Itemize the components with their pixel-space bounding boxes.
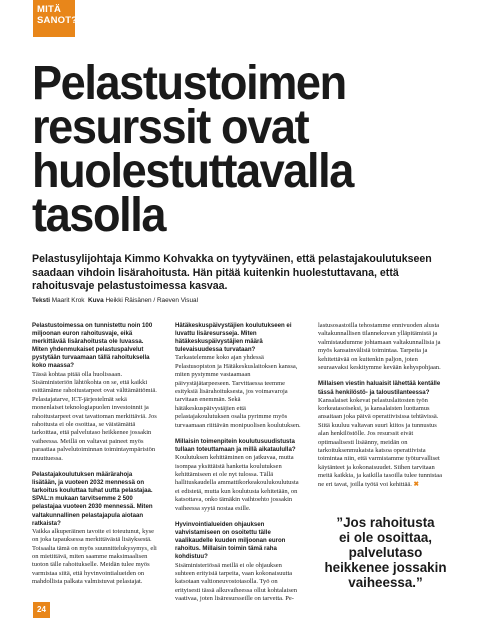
question: Hyvinvointialueiden ohjauksen vahvistamiseen on osoitettu tälle vaalikaudelle kuuden miljoonan euron rahoitus. Millaisin toimin tämä raha kohdistuu? <box>175 521 286 561</box>
credit-text-name: Maarit Krok <box>51 297 85 304</box>
end-mark-icon: ✖ <box>413 480 419 488</box>
answer: Tässä kohtaa pitää olla huolissaan. Sisäministeriön lähtökohta on se, että kaikki esittämäme rahoitustarpeet ovat välttämättömiä. Pelastajatarve, ICT-järjestelmät sekä monenlaiset teknologiapuolen investoinnit ja rahoitustarpeet ovat tavattoman merkittäviä. Jos rahoitusta ei ole osoittaa, se väistämättä tarkoittaa, että palvelutaso heikkenee jossakin vaiheessa. Meillä on valtavat paineet myös paraatiaa palvelutoiminnan toimintaympäristön muuttuessa. <box>32 370 157 462</box>
article-column-2 <box>175 322 301 612</box>
section-tag-line2: SANOT? <box>37 15 78 26</box>
headline-line: resurssit ovat <box>32 101 309 154</box>
article-column-1 <box>32 322 158 595</box>
answer: Vaikka alkuperäinen tavoite ei toteutunut, kyse on joka tapauksessa merkittävästä lisäyksestä. Toisaalta tämä on myös suunnittelukysymys, eli on mietittävä, miten saamme maksimaalisen tuoton tälle rahoitukselle. Meidän tulee myös varmistaa siitä, että hyvinvointialueiden on mahdollista palkata valmistuvat pelastajat. <box>32 527 157 586</box>
question: Pelastajakoulutuksen määrärahoja lisätään, ja vuoteen 2032 mennessä on tarkoitus kouluttaa tuhat uutta pelastajaa. SPAL:n mukaan tarvitsemme 2 500 pelastajaa vuoteen 2030 mennessä. Miten valtakunnallinen pelastajapula aiotaan ratkaista? <box>32 471 153 527</box>
headline-line: tasolla <box>32 189 166 242</box>
section-tag-line1: MITÄ <box>37 4 62 15</box>
headline <box>32 57 427 242</box>
credit-text-label: Teksti <box>32 297 50 304</box>
page-number: 24 <box>33 602 50 618</box>
pull-quote-line: heikkenee jossakin <box>324 560 447 575</box>
pull-quote <box>318 515 453 590</box>
lead-paragraph: Pelastusylijohtaja Kimmo Kohvakka on tyytyväinen, että pelastajakoulutukseen saadaan vihdoin lisärahoitusta. Hän pitää kuitenkin huolestuttavana, että rahoitusvaje pelastustoimessa kasvaa. <box>32 253 432 292</box>
question: Pelastustoimessa on tunnistettu noin 100 miljoonan euron rahoitusvaje, eikä merkittävää lisärahoitusta ole luvassa. Miten yhdenmukaiset pelastuspalvelut pystytään turvaamaan tällä rahoituksella koko maassa? <box>32 322 153 370</box>
credits <box>32 297 452 304</box>
answer <box>318 397 444 489</box>
section-tag <box>33 0 78 37</box>
headline-line: Pelastustoimen <box>32 57 346 110</box>
headline-line: huolestuttavalla <box>32 145 353 198</box>
credit-photo-label: Kuva <box>88 297 104 304</box>
article-column-3 <box>318 322 444 497</box>
pull-quote-line: vaiheessa.” <box>348 575 423 590</box>
pull-quote-line: ei ole osoittaa, <box>338 530 432 545</box>
pull-quote-line: palvelutaso <box>348 545 423 560</box>
question: Millaisen viestin haluaisit lähettää kentälle tässä henkilöstö- ja taloustilanteessa? <box>318 380 441 396</box>
credit-photo-name: Heikki Räisänen / Raeven Visual <box>105 297 199 304</box>
question: Hätäkeskuspäivystäjien koulutukseen ei luvattu lisäresursseja. Miten hätäkeskuspäivystäjien määrä tulevaisuudessa turvataan? <box>175 322 292 354</box>
answer: lastusosastoilla tehostamme ennivuoden alusta valtakunnallisen tilannekuvan ylläpitämistä ja valmistaudumme johtamaan valtakunnallisia ja myös kansainvälisiä toimintaa. Tarpeita ja kehitettävää on kuitenkin paljon, joten seuraavaksi keskitymme kevään kehyspohjaan. <box>318 322 441 372</box>
answer-text: Kansalaiset kokevat pelastuslaitosten työn korkeatasoiseksi, ja kansalaisten luottamus ansaitaan joka päivä operatiivisissa tehtävissä. Siitä kuuluu valtavan suuri kiitos ja tunnustus alan henkilöstölle. Jos resurssit eivät optimaalisesti lisäänny, meidän on tarkoituksenmukaista katsoa operatiivista toimintaa niin, että varmistamme työturvalliset käytänteet ja kokonaisuudet. Siihen tarvitaan meitä kaikkia, ja kaikilla tasoilla tulee tunnistaa ne eri tavat, joilla työtä voi kehittää. <box>318 396 443 488</box>
answer: Sisäministeriössä meillä ei ole ohjauksen suhteen erityisiä tarpeita, vaan kokonaisuutta katsotaan valtioneuvostotasolla. Työ on erityisesti tässä alkuvaiheessa ollut kohtalaisen vaativaa, joten lisäresursseille on tarvetta. Pe- <box>175 561 298 603</box>
question: Millaisin toimenpitein koulutusuudistusta tullaan toteuttamaan ja millä aikataululla? <box>175 438 296 454</box>
answer: Koulutuksen kehittäminen on jatkuvaa, mutta isompaa yksittäistä hanketta koulutuksen kehittämiseen ei ole nyt tulossa. Tällä hallituskaudella ammattikorkeakoulukoulutusta ei edistetä, mutta kun koulutusta kehitetään, on katsottava, onko tämäkin vaihtoehto jossakin vaiheessa syytä nostaa esille. <box>175 454 299 512</box>
pull-quote-line: ”Jos rahoitusta <box>336 515 435 530</box>
answer: Tarkastelemme koko ajan yhdessä Pelastusopiston ja Hätäkeskuslaitoksen kanssa, miten pystymme vastaamaan päivystäjätarpeeseen. Tarvittaessa teemme esityksiä lisärahoituksesta, jos voimavaroja tarvitaan enemmän. Sekä hätäkeskuspäivystäjien että pelastajakoulutuksen osalta pyrimme myös turvaamaan riittävän monipuolisen koulutuksen. <box>175 354 301 429</box>
